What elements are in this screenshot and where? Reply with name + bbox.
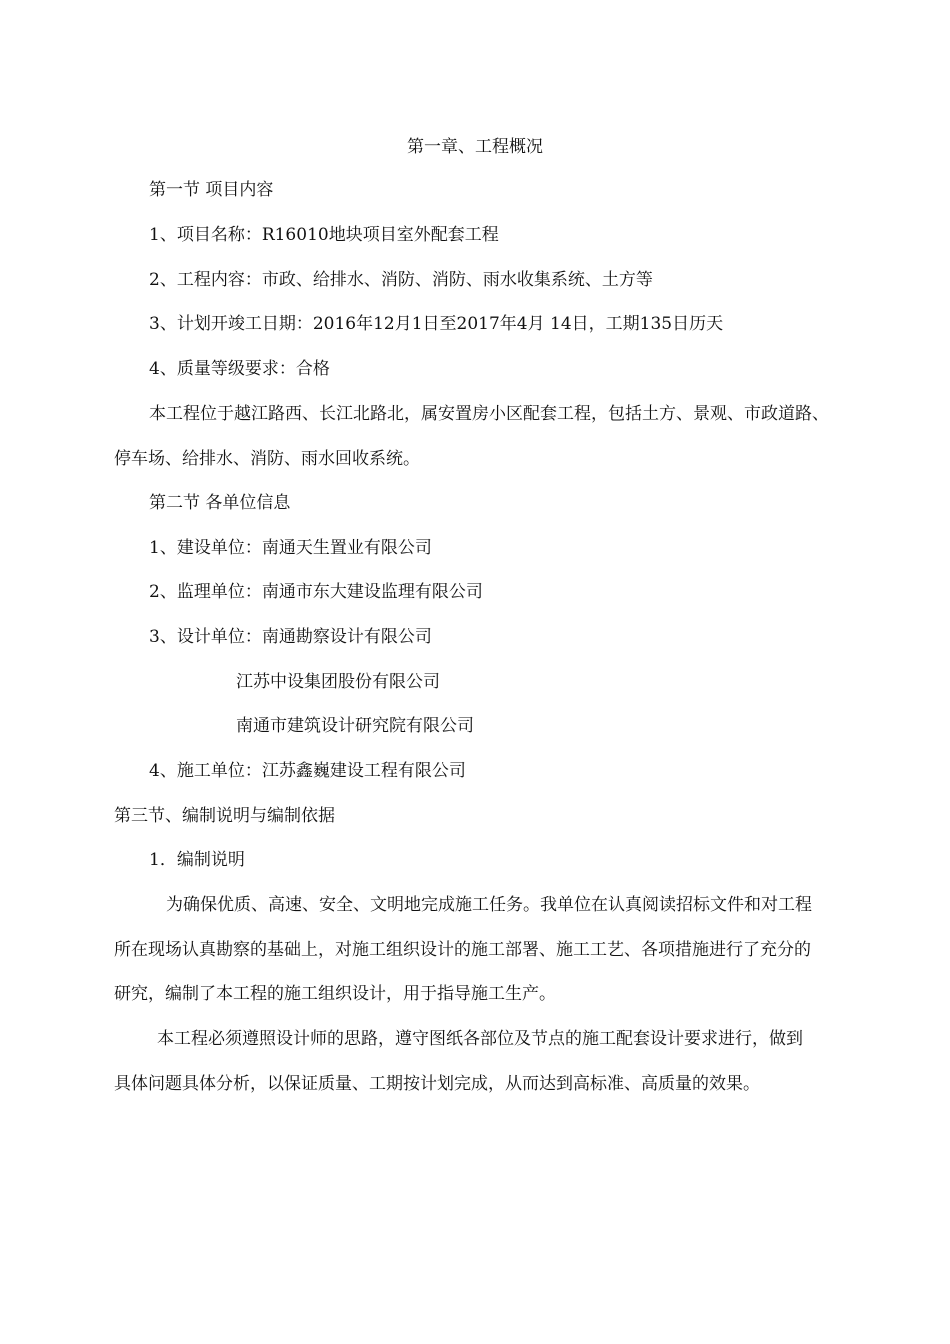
- section3-heading: 第三节、编制说明与编制依据: [114, 806, 335, 826]
- requirement-paragraph-line: 具体问题具体分析，以保证质量、工期按计划完成，从而达到高标准、高质量的效果。: [114, 1074, 760, 1094]
- section3-subheading: 1．编制说明: [149, 850, 245, 870]
- schedule-item: 3、计划开竣工日期：2016年12月1日至2017年4月 14日，工期135日历天: [149, 314, 724, 334]
- overview-paragraph-line: 停车场、给排水、消防、雨水回收系统。: [114, 449, 420, 469]
- construction-unit: 1、建设单位：南通天生置业有限公司: [149, 538, 432, 558]
- chapter-title: 第一章、工程概况: [407, 137, 543, 157]
- design-unit-secondary: 江苏中设集团股份有限公司: [236, 672, 440, 692]
- design-unit: 3、设计单位：南通勘察设计有限公司: [149, 627, 432, 647]
- design-unit-tertiary: 南通市建筑设计研究院有限公司: [236, 716, 474, 736]
- explanation-paragraph-line: 为确保优质、高速、安全、文明地完成施工任务。我单位在认真阅读招标文件和对工程: [166, 895, 812, 915]
- explanation-paragraph-line: 研究，编制了本工程的施工组织设计，用于指导施工生产。: [114, 984, 556, 1004]
- quality-item: 4、质量等级要求：合格: [149, 359, 330, 379]
- supervision-unit: 2、监理单位：南通市东大建设监理有限公司: [149, 582, 483, 602]
- contractor-unit: 4、施工单位：江苏鑫巍建设工程有限公司: [149, 761, 466, 781]
- project-name-item: 1、项目名称：R16010地块项目室外配套工程: [149, 225, 499, 245]
- section2-heading: 第二节 各单位信息: [149, 493, 291, 513]
- explanation-paragraph-line: 所在现场认真勘察的基础上，对施工组织设计的施工部署、施工工艺、各项措施进行了充分的: [114, 940, 811, 960]
- overview-paragraph-line: 本工程位于越江路西、长江北路北，属安置房小区配套工程，包括土方、景观、市政道路、: [149, 404, 829, 424]
- requirement-paragraph-line: 本工程必须遵照设计师的思路，遵守图纸各部位及节点的施工配套设计要求进行，做到: [157, 1029, 803, 1049]
- section1-heading: 第一节 项目内容: [149, 180, 274, 200]
- project-content-item: 2、工程内容：市政、给排水、消防、消防、雨水收集系统、土方等: [149, 270, 653, 290]
